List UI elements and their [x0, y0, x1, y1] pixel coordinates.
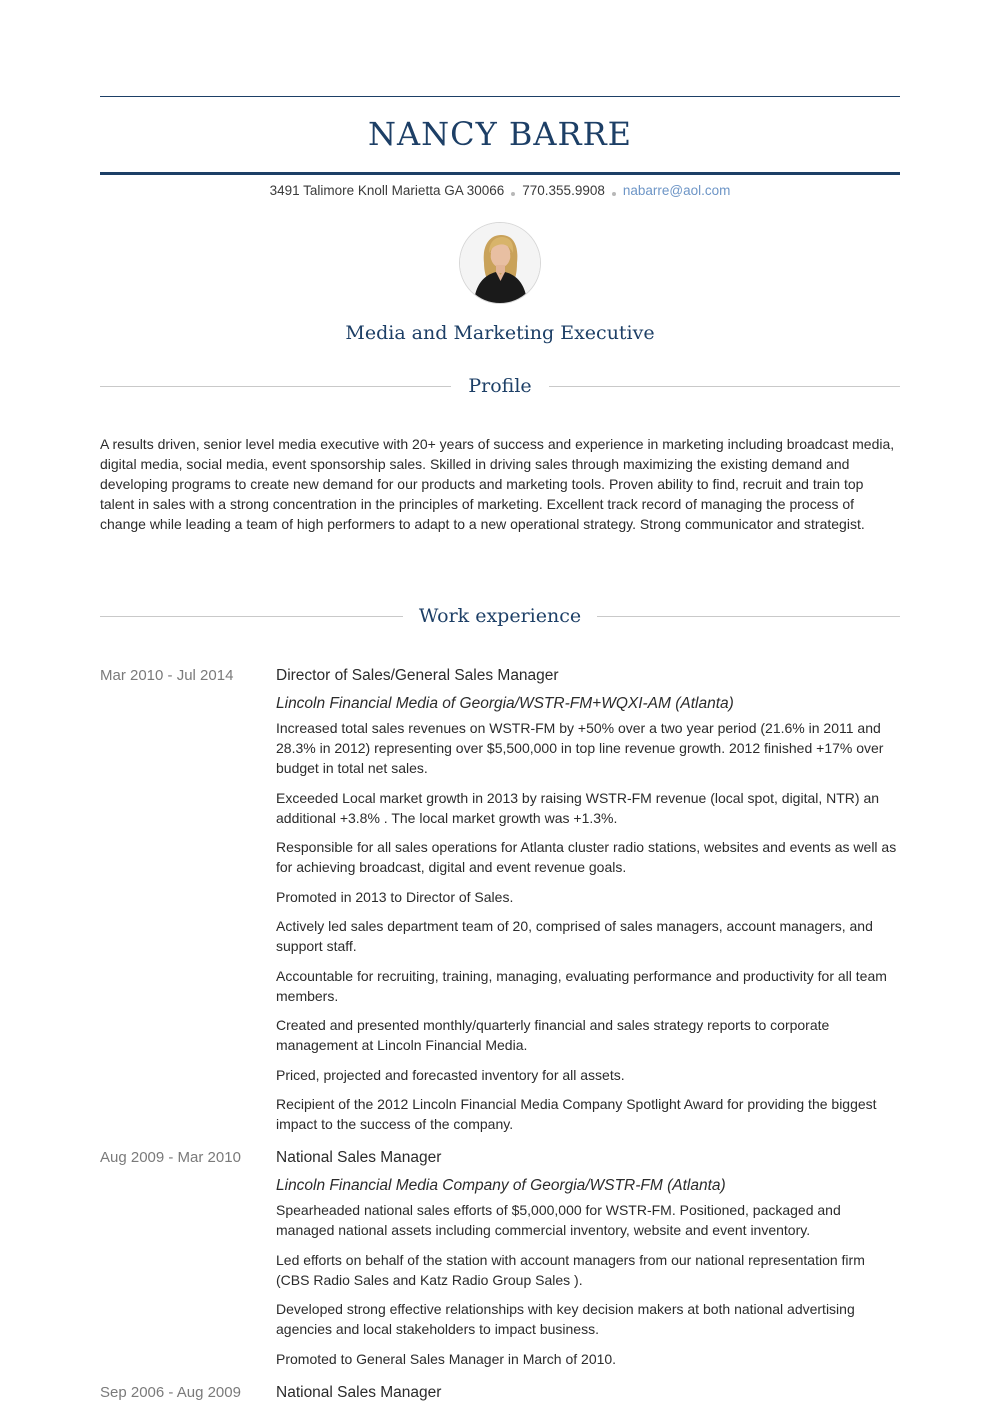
- candidate-name: NANCY BARRE: [367, 115, 633, 153]
- contact-address: 3491 Talimore Knoll Marietta GA 30066: [269, 183, 505, 198]
- work-experience-list: [100, 664, 900, 1410]
- header-top-rule: [100, 96, 900, 97]
- job-bullet: Created and presented monthly/quarterly financial and sales strategy reports to corporate management at Lincoln Financial Media.: [276, 1017, 830, 1053]
- job-title: National Sales Manager: [276, 1383, 442, 1401]
- header-bottom-rule: [100, 172, 900, 175]
- job-dates: Aug 2009 - Mar 2010: [100, 1149, 241, 1166]
- profile-section-header: [100, 371, 900, 401]
- contact-line: [100, 181, 900, 201]
- job-title: National Sales Manager: [276, 1149, 442, 1166]
- job-bullet: Recipient of the 2012 Lincoln Financial Media Company Spotlight Award for providing the biggest impact to the success of the company.: [276, 1096, 877, 1132]
- portrait-photo: [460, 223, 540, 303]
- job-details: [276, 664, 900, 1134]
- contact-phone: 770.355.9908: [522, 183, 605, 198]
- separator-dot: [612, 192, 616, 196]
- job-bullet: Developed strong effective relationships with key decision makers at both national advertising agencies and local stakeholders to impact business.: [276, 1301, 855, 1337]
- job-details: [276, 1381, 900, 1405]
- job-bullet: Spearheaded national sales efforts of $5,000,000 for WSTR-FM. Positioned, packaged and managed national assets including commercial inventory, website and event inventory.: [276, 1202, 841, 1238]
- avatar: [459, 222, 541, 304]
- job-bullet: Responsible for all sales operations for Atlanta cluster radio stations, websites and events as well as for achieving broadcast, digital and event revenue goals.: [276, 839, 897, 875]
- job-dates: Mar 2010 - Jul 2014: [100, 667, 234, 684]
- job-bullet: Accountable for recruiting, training, managing, evaluating performance and productivity for all team members.: [276, 967, 887, 1004]
- professional-headline: Media and Marketing Executive: [345, 322, 655, 344]
- job-company: Lincoln Financial Media of Georgia/WSTR-FM+WQXI-AM (Atlanta): [276, 695, 734, 712]
- job-bullet: Priced, projected and forecasted inventory for all assets.: [276, 1066, 625, 1083]
- separator-dot: [511, 192, 515, 196]
- job-bullet: Increased total sales revenues on WSTR-FM by +50% over a two year period (21.6% in 2011 and 28.3% in 2012) representing over $5,500,000 in top line revenue growth. 2012 finished +17% over budget in total net sales.: [276, 720, 884, 776]
- job-title: Director of Sales/General Sales Manager: [276, 667, 559, 684]
- job-details: [276, 1146, 900, 1369]
- job-bullet: Promoted in 2013 to Director of Sales.: [276, 888, 514, 905]
- job-bullet: Promoted to General Sales Manager in March of 2010.: [276, 1350, 617, 1367]
- job-entry: [100, 1146, 900, 1369]
- job-company: Lincoln Financial Media Company of Georgia/WSTR-FM (Atlanta): [276, 1177, 726, 1194]
- job-bullet: Led efforts on behalf of the station with account managers from our national representation firm (CBS Radio Sales and Katz Radio Group Sales ).: [276, 1251, 865, 1288]
- job-dates: Sep 2006 - Aug 2009: [100, 1383, 241, 1401]
- work-section-header: [100, 601, 900, 631]
- job-bullet: Exceeded Local market growth in 2013 by raising WSTR-FM revenue (local spot, digital, NTR) an additional +3.8% . The local market growth was +1.3%.: [276, 789, 880, 826]
- job-entry: [100, 1381, 900, 1405]
- profile-summary: A results driven, senior level media executive with 20+ years of success and experience in marketing including broadcast media, digital media, social media, event sponsorship sales. Skilled in driving sales through maximizing the existing demand and developing programs to create new demand for our products and marketing tools. Proven ability to find, recruit and train top talent in sales with a strong concentration in the principles of marketing. Excellent track record of managing the process of change while leading a team of high performers to adapt to a new operational strategy. Strong communicator and strategist.: [100, 436, 895, 532]
- job-entry: [100, 664, 900, 1134]
- profile-section-title: Profile: [468, 375, 532, 397]
- work-section-title: Work experience: [418, 605, 582, 627]
- contact-email-link[interactable]: nabarre@aol.com: [622, 183, 731, 198]
- job-bullet: Actively led sales department team of 20, comprised of sales managers, account managers, and support staff.: [276, 918, 873, 954]
